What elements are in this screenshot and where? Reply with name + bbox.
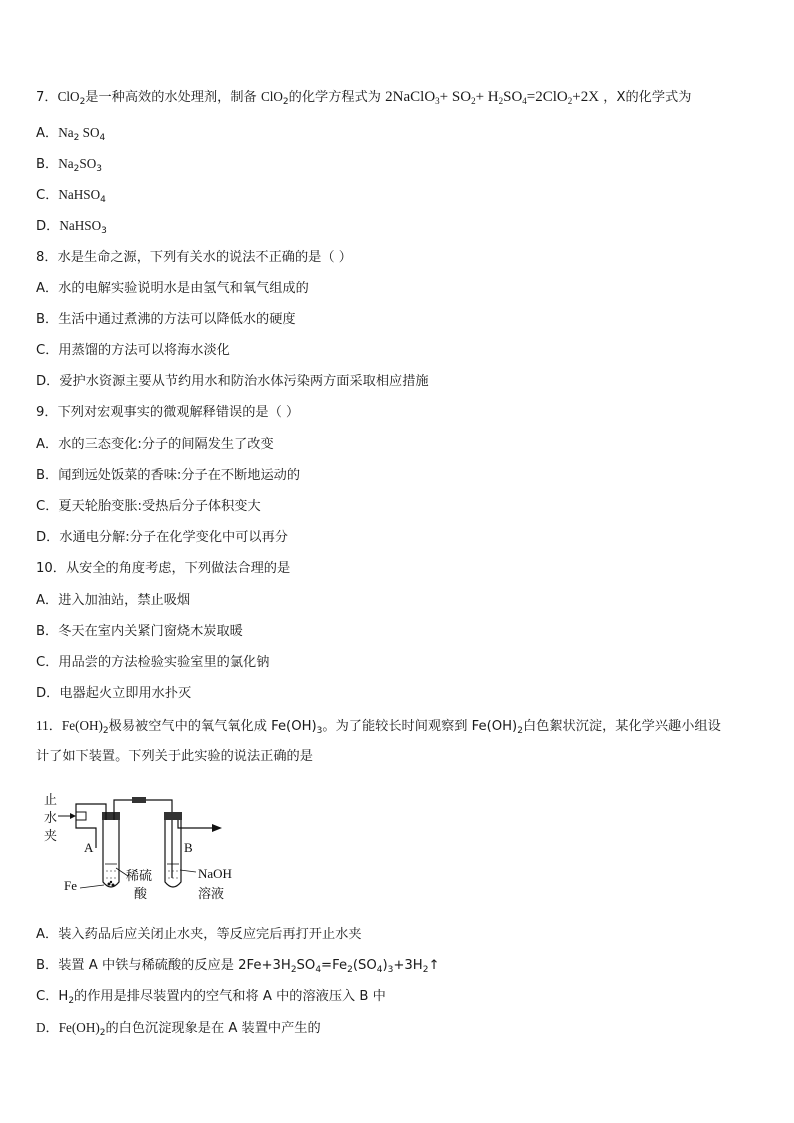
q10-option-c: C．用品尝的方法检验实验室里的氯化钠 [36,655,270,670]
q10-stem: 10．从安全的角度考虑，下列做法合理的是 [36,561,291,576]
q10-option-b: B．冬天在室内关紧门窗烧木炭取暖 [36,624,243,639]
q7-option-a: A．$Na_2$ $SO_4$ [36,125,106,143]
q8-option-c: C．用蒸馏的方法可以将海水淡化 [36,343,230,358]
q8-option-a: A．水的电解实验说明水是由氢气和氧气组成的 [36,281,309,296]
q11-stem-line1: 11．$Fe(OH)_2$极易被空气中的氧气氧化成 $Fe(OH)_3$。为了能较长时间观察到 $Fe(OH)_2$白色絮状沉淀，某化学兴趣小组设 [36,718,721,736]
q9-option-d: D．水通电分解:分子在化学变化中可以再分 [36,530,288,545]
q7-option-b: B．$Na_2SO_3$ [36,156,102,174]
q11-option-d: D．$Fe(OH)_2$的白色沉淀现象是在 A 装置中产生的 [36,1020,321,1038]
tube-a-stopper [102,812,120,820]
clamp-pointer-arrow [70,813,76,819]
acid-label-2: 酸 [134,887,148,902]
acid-label-1: 稀硫 [126,869,153,884]
tube-b [165,820,181,887]
q7-stem: 7．ClO$_2$是一种高效的水处理剂，制备 ClO$_2$的化学方程式为 2NaClO$_3$+ $SO_2+ H_2SO_4=2ClO_2+2X$ ，X的化学式为 [36,89,692,107]
connecting-tube [114,800,172,878]
q9-option-a: A．水的三态变化:分子的间隔发生了改变 [36,437,274,452]
q8-option-b: B．生活中通过煮沸的方法可以降低水的硬度 [36,312,296,327]
q11-option-c: C．$H_2$的作用是排尽装置内的空气和将 A 中的溶液压入 B 中 [36,989,386,1006]
naoh-label-2: 溶液 [198,887,225,902]
fe-label: Fe [64,878,77,893]
q7-number: 7． [36,90,58,105]
q9-option-b: B．闻到远处饭菜的香味:分子在不断地运动的 [36,468,301,483]
q11-stem-line2: 计了如下装置。下列关于此实验的说法正确的是 [36,749,313,764]
fe-pointer [80,885,104,888]
q7-option-c: C．NaHSO$_4$ [36,187,106,205]
q11-option-a: A．装入药品后应关闭止水夹，等反应完后再打开止水夹 [36,927,362,942]
clamp-icon [76,812,86,820]
clamp-label-1: 止 [44,793,58,808]
outlet-arrow [212,824,222,832]
clamp-label-2: 水 [44,811,58,826]
tube-a-label: A [84,840,94,855]
tube-joint [132,797,146,803]
clamp-label-3: 夹 [44,829,58,844]
tube-b-label: B [184,840,193,855]
q8-stem: 8．水是生命之源，下列有关水的说法不正确的是（ ） [36,250,352,265]
q7-equation: 2NaClO$_3$+ $SO_2+ H_2SO_4=2ClO_2+2X$ [385,89,600,106]
tube-b-stopper [164,812,182,820]
q10-option-d: D．电器起火立即用水扑灭 [36,686,192,701]
tube-a [103,820,119,887]
q11-option-b: B．装置 A 中铁与稀硫酸的反应是 $2Fe+3H_2SO_4=Fe_2(SO_4)_3+3H_2↑$ [36,958,440,975]
q10-option-a: A．进入加油站，禁止吸烟 [36,593,191,608]
outlet-tube [178,820,212,828]
naoh-label-1: NaOH [198,866,232,881]
q7-option-d: D．NaHSO$_3$ [36,218,107,236]
q8-option-d: D．爱护水资源主要从节约用水和防治水体污染两方面采取相应措施 [36,374,429,389]
iron-particle [108,883,111,886]
q9-stem: 9．下列对宏观事实的微观解释错误的是（ ） [36,405,300,420]
q9-option-c: C．夏天轮胎变胀:受热后分子体积变大 [36,499,261,514]
naoh-pointer [180,870,196,872]
apparatus-figure [36,788,236,904]
